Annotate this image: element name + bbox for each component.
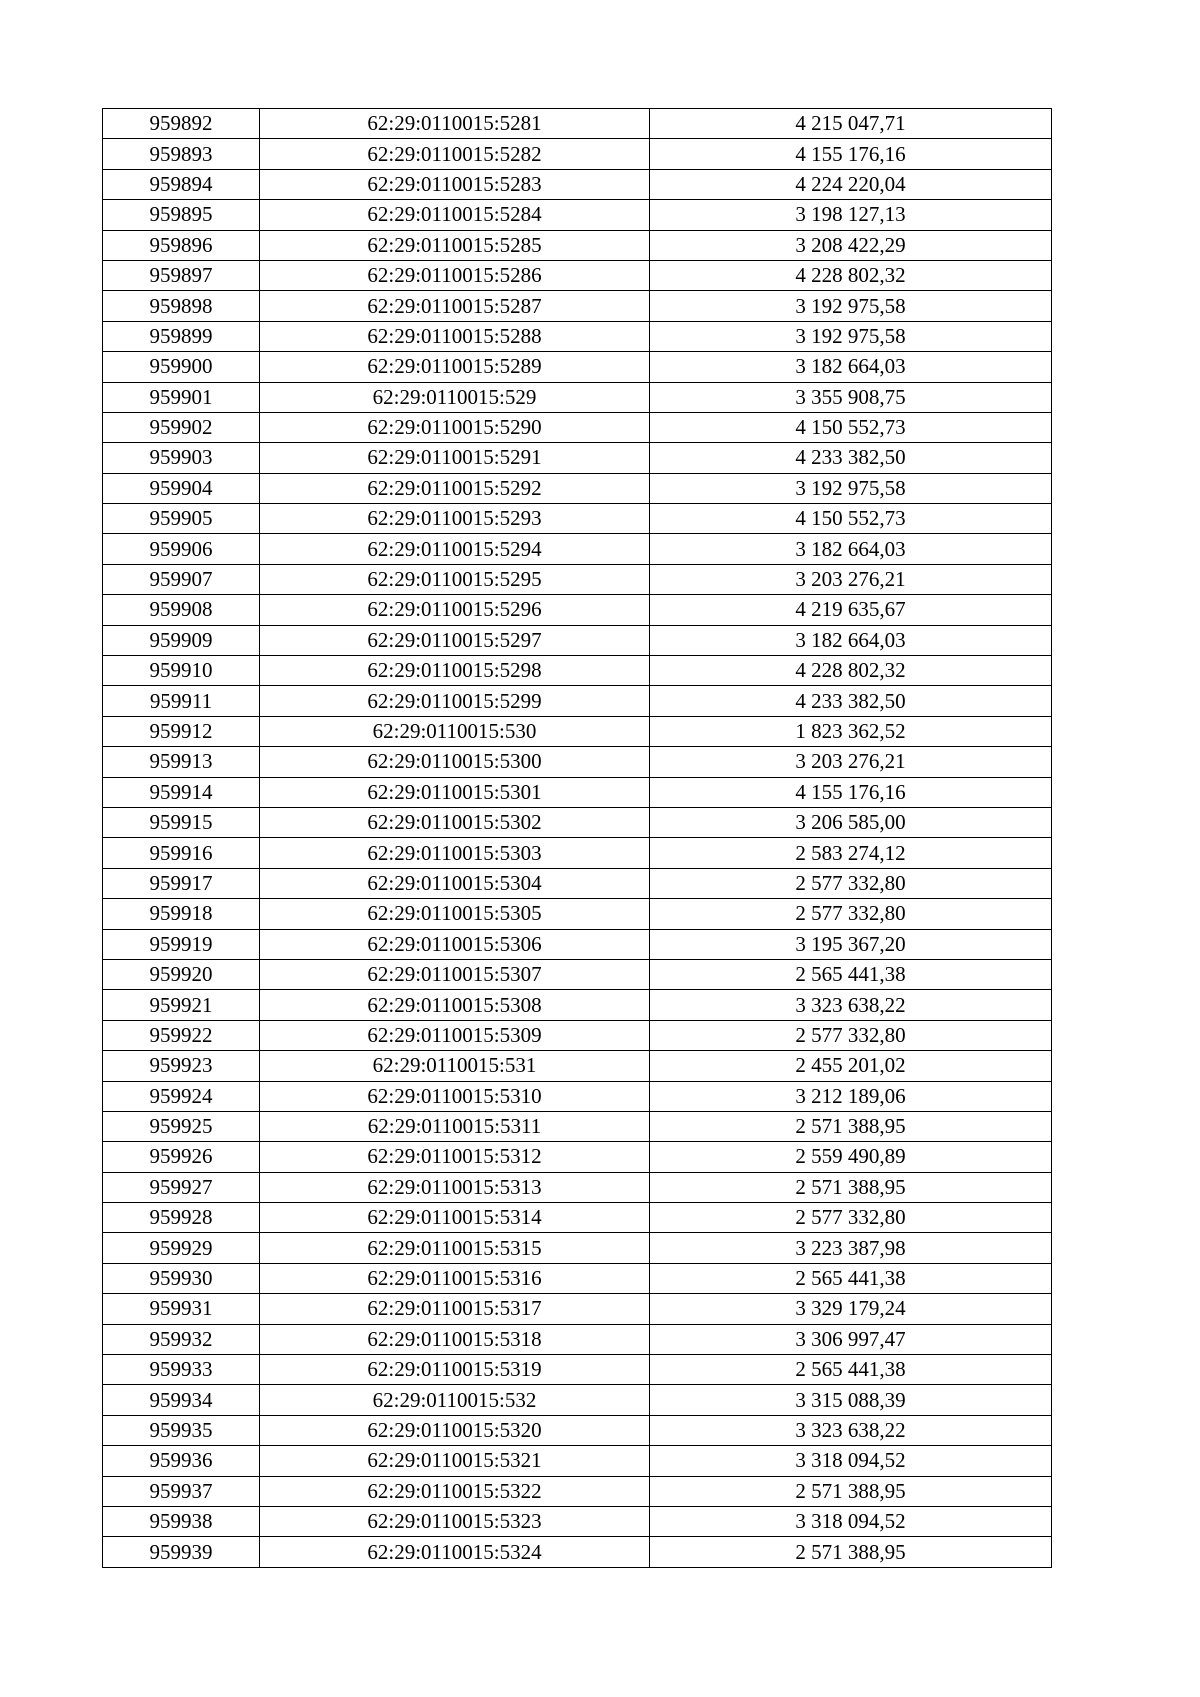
cadastral-value-cell: 2 577 332,80 xyxy=(650,868,1052,898)
table-row xyxy=(103,291,1052,321)
cadastral-value-table xyxy=(102,108,1052,1568)
row-number-cell: 959897 xyxy=(103,260,260,290)
row-number-cell: 959899 xyxy=(103,321,260,351)
cadastral-number-cell: 62:29:0110015:5283 xyxy=(260,169,650,199)
table-row xyxy=(103,1233,1052,1263)
row-number-cell: 959902 xyxy=(103,412,260,442)
cadastral-number-cell: 62:29:0110015:531 xyxy=(260,1051,650,1081)
cadastral-value-cell: 2 583 274,12 xyxy=(650,838,1052,868)
cadastral-value-cell: 2 565 441,38 xyxy=(650,1263,1052,1293)
cadastral-value-cell: 3 208 422,29 xyxy=(650,230,1052,260)
cadastral-value-cell: 3 318 094,52 xyxy=(650,1446,1052,1476)
row-number-cell: 959895 xyxy=(103,200,260,230)
table-row xyxy=(103,260,1052,290)
cadastral-value-cell: 4 219 635,67 xyxy=(650,595,1052,625)
cadastral-value-cell: 2 571 388,95 xyxy=(650,1172,1052,1202)
cadastral-number-cell: 62:29:0110015:5289 xyxy=(260,352,650,382)
row-number-cell: 959917 xyxy=(103,868,260,898)
table-row xyxy=(103,929,1052,959)
table-row xyxy=(103,200,1052,230)
table-row xyxy=(103,1385,1052,1415)
cadastral-number-cell: 62:29:0110015:5299 xyxy=(260,686,650,716)
cadastral-number-cell: 62:29:0110015:5296 xyxy=(260,595,650,625)
cadastral-number-cell: 62:29:0110015:5307 xyxy=(260,959,650,989)
row-number-cell: 959938 xyxy=(103,1506,260,1536)
cadastral-number-cell: 62:29:0110015:5324 xyxy=(260,1537,650,1567)
row-number-cell: 959936 xyxy=(103,1446,260,1476)
row-number-cell: 959900 xyxy=(103,352,260,382)
row-number-cell: 959919 xyxy=(103,929,260,959)
cadastral-number-cell: 62:29:0110015:5285 xyxy=(260,230,650,260)
row-number-cell: 959892 xyxy=(103,109,260,139)
table-row xyxy=(103,1081,1052,1111)
table-row xyxy=(103,1263,1052,1293)
cadastral-number-cell: 62:29:0110015:5308 xyxy=(260,990,650,1020)
row-number-cell: 959924 xyxy=(103,1081,260,1111)
cadastral-value-cell: 4 224 220,04 xyxy=(650,169,1052,199)
cadastral-number-cell: 62:29:0110015:5295 xyxy=(260,564,650,594)
cadastral-value-cell: 2 571 388,95 xyxy=(650,1111,1052,1141)
row-number-cell: 959906 xyxy=(103,534,260,564)
cadastral-number-cell: 62:29:0110015:5317 xyxy=(260,1294,650,1324)
cadastral-value-cell: 4 233 382,50 xyxy=(650,443,1052,473)
table-row xyxy=(103,321,1052,351)
row-number-cell: 959913 xyxy=(103,747,260,777)
cadastral-value-cell: 4 155 176,16 xyxy=(650,139,1052,169)
cadastral-value-cell: 2 565 441,38 xyxy=(650,959,1052,989)
cadastral-number-cell: 62:29:0110015:5323 xyxy=(260,1506,650,1536)
row-number-cell: 959930 xyxy=(103,1263,260,1293)
cadastral-number-cell: 62:29:0110015:5310 xyxy=(260,1081,650,1111)
cadastral-number-cell: 62:29:0110015:5290 xyxy=(260,412,650,442)
cadastral-value-cell: 3 306 997,47 xyxy=(650,1324,1052,1354)
cadastral-number-cell: 62:29:0110015:5284 xyxy=(260,200,650,230)
cadastral-number-cell: 62:29:0110015:5315 xyxy=(260,1233,650,1263)
cadastral-value-cell: 2 577 332,80 xyxy=(650,1203,1052,1233)
cadastral-value-cell: 3 192 975,58 xyxy=(650,473,1052,503)
cadastral-number-cell: 62:29:0110015:5297 xyxy=(260,625,650,655)
cadastral-number-cell: 62:29:0110015:5288 xyxy=(260,321,650,351)
table-row xyxy=(103,412,1052,442)
table-row xyxy=(103,1051,1052,1081)
cadastral-value-cell: 3 212 189,06 xyxy=(650,1081,1052,1111)
cadastral-number-cell: 62:29:0110015:5321 xyxy=(260,1446,650,1476)
cadastral-number-cell: 62:29:0110015:5286 xyxy=(260,260,650,290)
cadastral-number-cell: 62:29:0110015:5312 xyxy=(260,1142,650,1172)
cadastral-value-cell: 2 577 332,80 xyxy=(650,1020,1052,1050)
table-row xyxy=(103,534,1052,564)
cadastral-value-cell: 2 571 388,95 xyxy=(650,1537,1052,1567)
row-number-cell: 959927 xyxy=(103,1172,260,1202)
cadastral-number-cell: 62:29:0110015:5320 xyxy=(260,1415,650,1445)
row-number-cell: 959904 xyxy=(103,473,260,503)
cadastral-number-cell: 62:29:0110015:5322 xyxy=(260,1476,650,1506)
row-number-cell: 959907 xyxy=(103,564,260,594)
cadastral-value-cell: 3 323 638,22 xyxy=(650,1415,1052,1445)
table-row xyxy=(103,1324,1052,1354)
row-number-cell: 959914 xyxy=(103,777,260,807)
row-number-cell: 959898 xyxy=(103,291,260,321)
cadastral-number-cell: 62:29:0110015:5281 xyxy=(260,109,650,139)
table-body xyxy=(103,109,1052,1568)
table-row xyxy=(103,1172,1052,1202)
cadastral-value-cell: 3 198 127,13 xyxy=(650,200,1052,230)
cadastral-number-cell: 62:29:0110015:5311 xyxy=(260,1111,650,1141)
cadastral-number-cell: 62:29:0110015:5298 xyxy=(260,656,650,686)
table-row xyxy=(103,139,1052,169)
cadastral-value-cell: 3 315 088,39 xyxy=(650,1385,1052,1415)
row-number-cell: 959901 xyxy=(103,382,260,412)
cadastral-number-cell: 62:29:0110015:5291 xyxy=(260,443,650,473)
row-number-cell: 959903 xyxy=(103,443,260,473)
table-row xyxy=(103,868,1052,898)
row-number-cell: 959928 xyxy=(103,1203,260,1233)
cadastral-value-cell: 2 577 332,80 xyxy=(650,899,1052,929)
table-row xyxy=(103,716,1052,746)
row-number-cell: 959918 xyxy=(103,899,260,929)
table-row xyxy=(103,1203,1052,1233)
cadastral-number-cell: 62:29:0110015:5301 xyxy=(260,777,650,807)
table-row xyxy=(103,1476,1052,1506)
table-row xyxy=(103,352,1052,382)
cadastral-value-cell: 3 323 638,22 xyxy=(650,990,1052,1020)
row-number-cell: 959932 xyxy=(103,1324,260,1354)
cadastral-number-cell: 62:29:0110015:5303 xyxy=(260,838,650,868)
cadastral-value-cell: 3 192 975,58 xyxy=(650,291,1052,321)
table-row xyxy=(103,564,1052,594)
table-row xyxy=(103,1446,1052,1476)
table-row xyxy=(103,807,1052,837)
row-number-cell: 959893 xyxy=(103,139,260,169)
cadastral-value-cell: 4 233 382,50 xyxy=(650,686,1052,716)
cadastral-number-cell: 62:29:0110015:5314 xyxy=(260,1203,650,1233)
row-number-cell: 959896 xyxy=(103,230,260,260)
table-row xyxy=(103,656,1052,686)
cadastral-value-cell: 4 228 802,32 xyxy=(650,656,1052,686)
cadastral-number-cell: 62:29:0110015:5302 xyxy=(260,807,650,837)
table-row xyxy=(103,1020,1052,1050)
table-row xyxy=(103,595,1052,625)
row-number-cell: 959937 xyxy=(103,1476,260,1506)
cadastral-value-cell: 3 355 908,75 xyxy=(650,382,1052,412)
cadastral-number-cell: 62:29:0110015:5316 xyxy=(260,1263,650,1293)
table-row xyxy=(103,625,1052,655)
row-number-cell: 959921 xyxy=(103,990,260,1020)
cadastral-value-cell: 3 195 367,20 xyxy=(650,929,1052,959)
row-number-cell: 959911 xyxy=(103,686,260,716)
table-row xyxy=(103,230,1052,260)
cadastral-number-cell: 62:29:0110015:5294 xyxy=(260,534,650,564)
row-number-cell: 959925 xyxy=(103,1111,260,1141)
table-row xyxy=(103,1294,1052,1324)
row-number-cell: 959933 xyxy=(103,1355,260,1385)
row-number-cell: 959894 xyxy=(103,169,260,199)
cadastral-value-cell: 3 318 094,52 xyxy=(650,1506,1052,1536)
table-row xyxy=(103,1142,1052,1172)
cadastral-value-cell: 3 182 664,03 xyxy=(650,534,1052,564)
cadastral-number-cell: 62:29:0110015:5305 xyxy=(260,899,650,929)
row-number-cell: 959910 xyxy=(103,656,260,686)
cadastral-value-cell: 3 206 585,00 xyxy=(650,807,1052,837)
table-row xyxy=(103,1355,1052,1385)
table-row xyxy=(103,109,1052,139)
table-row xyxy=(103,838,1052,868)
table-row xyxy=(103,959,1052,989)
cadastral-number-cell: 62:29:0110015:5292 xyxy=(260,473,650,503)
table-row xyxy=(103,473,1052,503)
cadastral-value-cell: 3 203 276,21 xyxy=(650,747,1052,777)
cadastral-number-cell: 62:29:0110015:5319 xyxy=(260,1355,650,1385)
cadastral-number-cell: 62:29:0110015:532 xyxy=(260,1385,650,1415)
table-row xyxy=(103,899,1052,929)
table-row xyxy=(103,1537,1052,1567)
row-number-cell: 959931 xyxy=(103,1294,260,1324)
cadastral-value-cell: 1 823 362,52 xyxy=(650,716,1052,746)
row-number-cell: 959922 xyxy=(103,1020,260,1050)
row-number-cell: 959923 xyxy=(103,1051,260,1081)
cadastral-value-cell: 4 155 176,16 xyxy=(650,777,1052,807)
cadastral-value-cell: 4 228 802,32 xyxy=(650,260,1052,290)
table-row xyxy=(103,777,1052,807)
row-number-cell: 959916 xyxy=(103,838,260,868)
cadastral-number-cell: 62:29:0110015:529 xyxy=(260,382,650,412)
cadastral-number-cell: 62:29:0110015:5287 xyxy=(260,291,650,321)
cadastral-number-cell: 62:29:0110015:5282 xyxy=(260,139,650,169)
cadastral-number-cell: 62:29:0110015:5304 xyxy=(260,868,650,898)
cadastral-value-cell: 2 559 490,89 xyxy=(650,1142,1052,1172)
row-number-cell: 959905 xyxy=(103,504,260,534)
row-number-cell: 959926 xyxy=(103,1142,260,1172)
table-row xyxy=(103,504,1052,534)
cadastral-value-cell: 4 150 552,73 xyxy=(650,412,1052,442)
cadastral-value-cell: 3 182 664,03 xyxy=(650,352,1052,382)
table-row xyxy=(103,747,1052,777)
cadastral-value-cell: 3 192 975,58 xyxy=(650,321,1052,351)
cadastral-number-cell: 62:29:0110015:530 xyxy=(260,716,650,746)
table-row xyxy=(103,686,1052,716)
table-row xyxy=(103,382,1052,412)
cadastral-value-cell: 3 182 664,03 xyxy=(650,625,1052,655)
row-number-cell: 959912 xyxy=(103,716,260,746)
row-number-cell: 959909 xyxy=(103,625,260,655)
cadastral-value-cell: 2 455 201,02 xyxy=(650,1051,1052,1081)
cadastral-value-cell: 3 329 179,24 xyxy=(650,1294,1052,1324)
cadastral-number-cell: 62:29:0110015:5300 xyxy=(260,747,650,777)
row-number-cell: 959920 xyxy=(103,959,260,989)
cadastral-value-cell: 3 203 276,21 xyxy=(650,564,1052,594)
cadastral-value-cell: 2 571 388,95 xyxy=(650,1476,1052,1506)
cadastral-number-cell: 62:29:0110015:5306 xyxy=(260,929,650,959)
table-row xyxy=(103,1111,1052,1141)
row-number-cell: 959929 xyxy=(103,1233,260,1263)
cadastral-number-cell: 62:29:0110015:5318 xyxy=(260,1324,650,1354)
row-number-cell: 959908 xyxy=(103,595,260,625)
cadastral-number-cell: 62:29:0110015:5309 xyxy=(260,1020,650,1050)
row-number-cell: 959935 xyxy=(103,1415,260,1445)
table-row xyxy=(103,990,1052,1020)
table-row xyxy=(103,169,1052,199)
cadastral-number-cell: 62:29:0110015:5313 xyxy=(260,1172,650,1202)
cadastral-value-cell: 4 215 047,71 xyxy=(650,109,1052,139)
table-row xyxy=(103,443,1052,473)
cadastral-value-cell: 3 223 387,98 xyxy=(650,1233,1052,1263)
table-row xyxy=(103,1506,1052,1536)
cadastral-value-cell: 2 565 441,38 xyxy=(650,1355,1052,1385)
table-row xyxy=(103,1415,1052,1445)
row-number-cell: 959934 xyxy=(103,1385,260,1415)
row-number-cell: 959939 xyxy=(103,1537,260,1567)
cadastral-number-cell: 62:29:0110015:5293 xyxy=(260,504,650,534)
row-number-cell: 959915 xyxy=(103,807,260,837)
cadastral-value-cell: 4 150 552,73 xyxy=(650,504,1052,534)
